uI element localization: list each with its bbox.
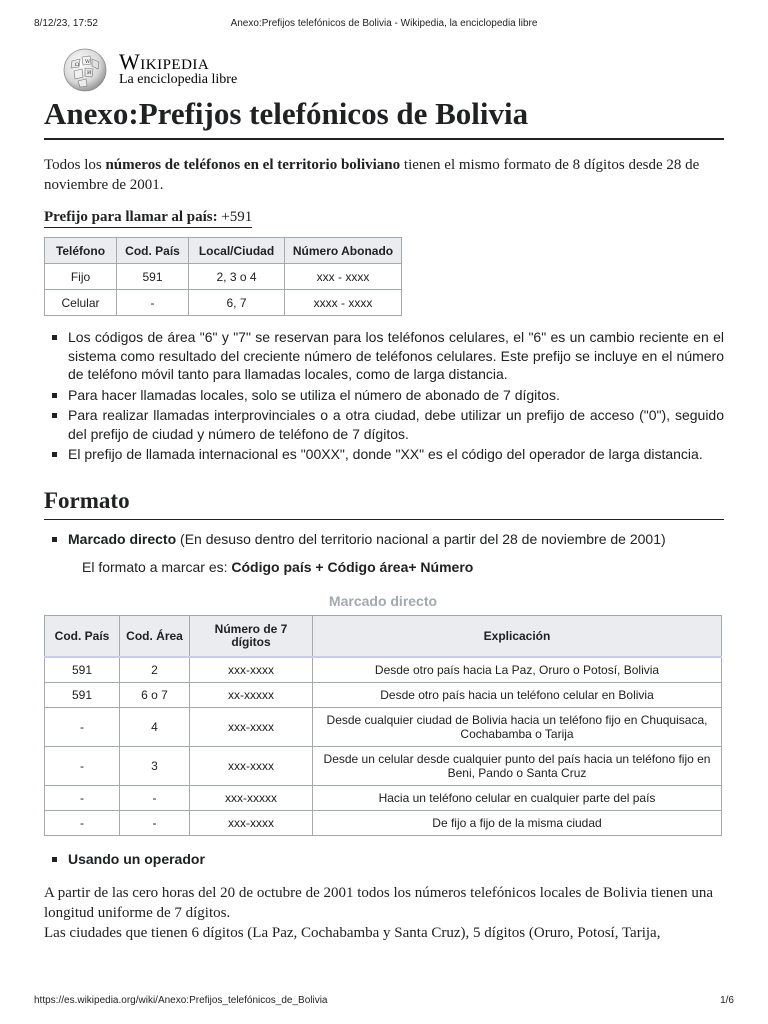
list-item-usando-operador xyxy=(68,850,724,869)
section-heading-formato: Formato xyxy=(44,486,724,520)
wikipedia-wordmark: Wikipedia xyxy=(119,49,210,74)
phone-format-table xyxy=(44,237,402,316)
table-row xyxy=(45,811,722,836)
svg-text:Ω: Ω xyxy=(75,62,80,68)
table-cell: xxxx - xxxx xyxy=(285,290,402,316)
print-page-number: 1/6 xyxy=(720,995,734,1006)
table-cell: 591 xyxy=(45,657,120,683)
operator-paragraph-1: A partir de las cero horas del 20 de octubre de 2001 todos los números telefónicos locales de Bolivia tienen una longitud uniforme de 7 dígitos. xyxy=(44,884,713,921)
table-cell: Celular xyxy=(45,290,117,316)
table-row xyxy=(45,264,402,290)
list-item: Los códigos de área "6" y "7" se reservan para los teléfonos celulares, el "6" es un cambio reciente en el sistema como resultado del creciente número de teléfonos celulares. Este prefijo se incluye en el número de teléfono móvil tanto para llamadas locales, como de larga distancia. xyxy=(68,329,724,382)
table-row xyxy=(45,683,722,708)
table-cell: 2 xyxy=(120,657,190,683)
column-header: Local/Ciudad xyxy=(189,238,285,264)
marcado-directo-label: Marcado directo xyxy=(68,530,177,547)
marcado-directo-note: (En desuso dentro del territorio nacional a partir del 28 de noviembre de 2001) xyxy=(176,530,666,547)
table-cell: Desde otro país hacia La Paz, Oruro o Potosí, Bolivia xyxy=(313,657,722,683)
table-cell: xxx-xxxx xyxy=(190,657,313,683)
table-cell: De fijo a fijo de la misma ciudad xyxy=(313,811,722,836)
table-row xyxy=(45,786,722,811)
list-item-marcado-directo xyxy=(68,530,724,549)
table-cell: - xyxy=(45,811,120,836)
intro-bold-link[interactable]: números de teléfonos en el territorio boliviano xyxy=(105,157,401,173)
column-header: Número de 7 dígitos xyxy=(190,616,313,658)
print-page-title: Anexo:Prefijos telefónicos de Bolivia - Wikipedia, la enciclopedia libre xyxy=(230,18,538,29)
table-cell: Desde cualquier ciudad de Bolivia hacia un teléfono fijo en Chuquisaca, Cochabamba o Tarija xyxy=(313,708,722,747)
table-cell: 3 xyxy=(120,747,190,786)
table-row xyxy=(45,708,722,747)
svg-text:И: И xyxy=(87,70,92,76)
table-cell: - xyxy=(45,708,120,747)
dial-format-formula: Código país + Código área+ Número xyxy=(231,559,474,575)
table-row xyxy=(45,290,402,316)
operator-paragraph-2: Las ciudades que tienen 6 dígitos (La Paz, Cochabamba y Santa Cruz), 5 dígitos (Oruro, Potosí, Tarija, xyxy=(44,924,661,941)
wikipedia-logo[interactable] xyxy=(44,44,724,94)
table-cell: xxx-xxxxx xyxy=(190,786,313,811)
dial-format-line xyxy=(82,559,724,575)
list-item: El prefijo de llamada internacional es "00XX", donde "XX" es el código del operador de larga distancia. xyxy=(68,445,724,464)
table-cell: 6 o 7 xyxy=(120,683,190,708)
marcado-directo-table xyxy=(44,615,722,836)
table-header-row xyxy=(45,616,722,658)
table-header-row xyxy=(45,238,402,264)
formato-list-2 xyxy=(44,850,724,869)
table-cell: - xyxy=(45,786,120,811)
table-cell: 591 xyxy=(45,683,120,708)
table-cell: xxx - xxxx xyxy=(285,264,402,290)
table-cell: - xyxy=(117,290,189,316)
intro-text-1: Todos los xyxy=(44,157,106,173)
intro-paragraph xyxy=(44,155,724,195)
table-cell: Fijo xyxy=(45,264,117,290)
table-cell: xxx-xxxx xyxy=(190,811,313,836)
column-header: Cod. País xyxy=(45,616,120,658)
table-cell: 591 xyxy=(117,264,189,290)
formato-list xyxy=(44,530,724,549)
table-cell: - xyxy=(120,811,190,836)
table-cell: 2, 3 o 4 xyxy=(189,264,285,290)
print-datetime: 8/12/23, 17:52 xyxy=(34,18,98,29)
table-cell: 4 xyxy=(120,708,190,747)
print-url[interactable]: https://es.wikipedia.org/wiki/Anexo:Prefijos_telefónicos_de_Bolivia xyxy=(34,995,328,1006)
list-item: Para hacer llamadas locales, solo se utiliza el número de abonado de 7 dígitos. xyxy=(68,386,724,405)
table-cell: Desde otro país hacia un teléfono celular en Bolivia xyxy=(313,683,722,708)
dial-format-prefix: El formato a marcar es: xyxy=(82,559,232,575)
country-prefix xyxy=(44,209,252,228)
column-header: Cod. País xyxy=(117,238,189,264)
svg-text:W: W xyxy=(85,59,91,65)
article-content xyxy=(44,44,724,943)
table-cell: - xyxy=(45,747,120,786)
column-header: Número Abonado xyxy=(285,238,402,264)
list-item: Para realizar llamadas interprovinciales o a otra ciudad, debe utilizar un prefijo de acceso ("0"), seguido del prefijo de ciudad y número de teléfono de 7 dígitos. xyxy=(68,407,724,442)
table-cell: Desde un celular desde cualquier punto del país hacia un teléfono fijo en Beni, Pando o Santa Cruz xyxy=(313,747,722,786)
intro-text-2: tienen el mismo formato de 8 dígitos desde 28 de noviembre de 2001. xyxy=(44,157,700,193)
table-cell: 6, 7 xyxy=(189,290,285,316)
table-row xyxy=(45,657,722,683)
table-cell: xxx-xxxx xyxy=(190,747,313,786)
column-header: Cod. Área xyxy=(120,616,190,658)
table-cell: xx-xxxxx xyxy=(190,683,313,708)
country-prefix-value: +591 xyxy=(217,209,253,225)
column-header: Explicación xyxy=(313,616,722,658)
table-caption: Marcado directo xyxy=(328,593,438,609)
table-cell: Hacia un teléfono celular en cualquier parte del país xyxy=(313,786,722,811)
table-cell: - xyxy=(120,786,190,811)
table-row xyxy=(45,747,722,786)
column-header: Teléfono xyxy=(45,238,117,264)
country-prefix-label: Prefijo para llamar al país: xyxy=(44,209,218,225)
wikipedia-tagline: La enciclopedia libre xyxy=(119,72,238,87)
usando-operador-label: Usando un operador xyxy=(68,851,205,867)
notes-list xyxy=(44,328,724,464)
table-cell: xxx-xxxx xyxy=(190,708,313,747)
page-title: Anexo:Prefijos telefónicos de Bolivia xyxy=(44,94,724,140)
wikipedia-globe-icon xyxy=(62,47,108,93)
